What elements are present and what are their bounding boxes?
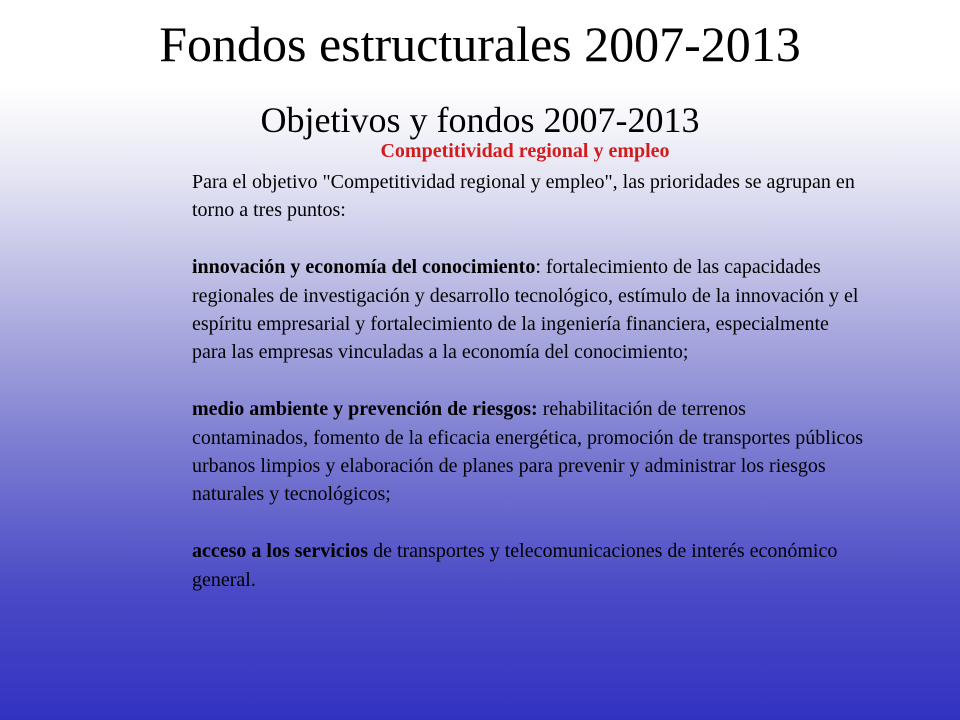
paragraph-gap: [192, 509, 867, 537]
section-heading: Competitividad regional y empleo: [380, 140, 670, 162]
priority-services: [192, 537, 867, 594]
slide-title: Fondos estructurales 2007-2013: [159, 16, 801, 72]
priority-description: rehabilitación de terrenos contaminados, fomento de la eficacia energética, promoción de transportes públicos urbanos limpios y elaboración de planes para prevenir y administrar los riesgos naturales y tecnológicos;: [192, 398, 864, 506]
priority-term: medio ambiente y prevención de riesgos:: [192, 398, 538, 421]
priority-term: acceso a los servicios: [192, 540, 369, 563]
priority-description: de transportes y telecomunicaciones de interés económico general.: [192, 540, 838, 591]
paragraph-gap: [192, 367, 867, 395]
intro-paragraph: Para el objetivo "Competitividad regional y empleo", las prioridades se agrupan en torno a tres puntos:: [192, 171, 855, 222]
slide-subtitle: Objetivos y fondos 2007-2013: [260, 100, 700, 140]
paragraph-gap: [192, 225, 867, 253]
priority-environment: [192, 395, 867, 509]
body-text: [192, 168, 867, 594]
priority-description: : fortalecimiento de las capacidades regionales de investigación y desarrollo tecnológico, estímulo de la innovación y el espíritu empresarial y fortalecimiento de la ingeniería financiera, especialmente para las empresas vinculadas a la economía del conocimiento;: [192, 256, 859, 364]
priority-term: innovación y economía del conocimiento: [192, 256, 536, 279]
priority-innovation: [192, 253, 867, 367]
